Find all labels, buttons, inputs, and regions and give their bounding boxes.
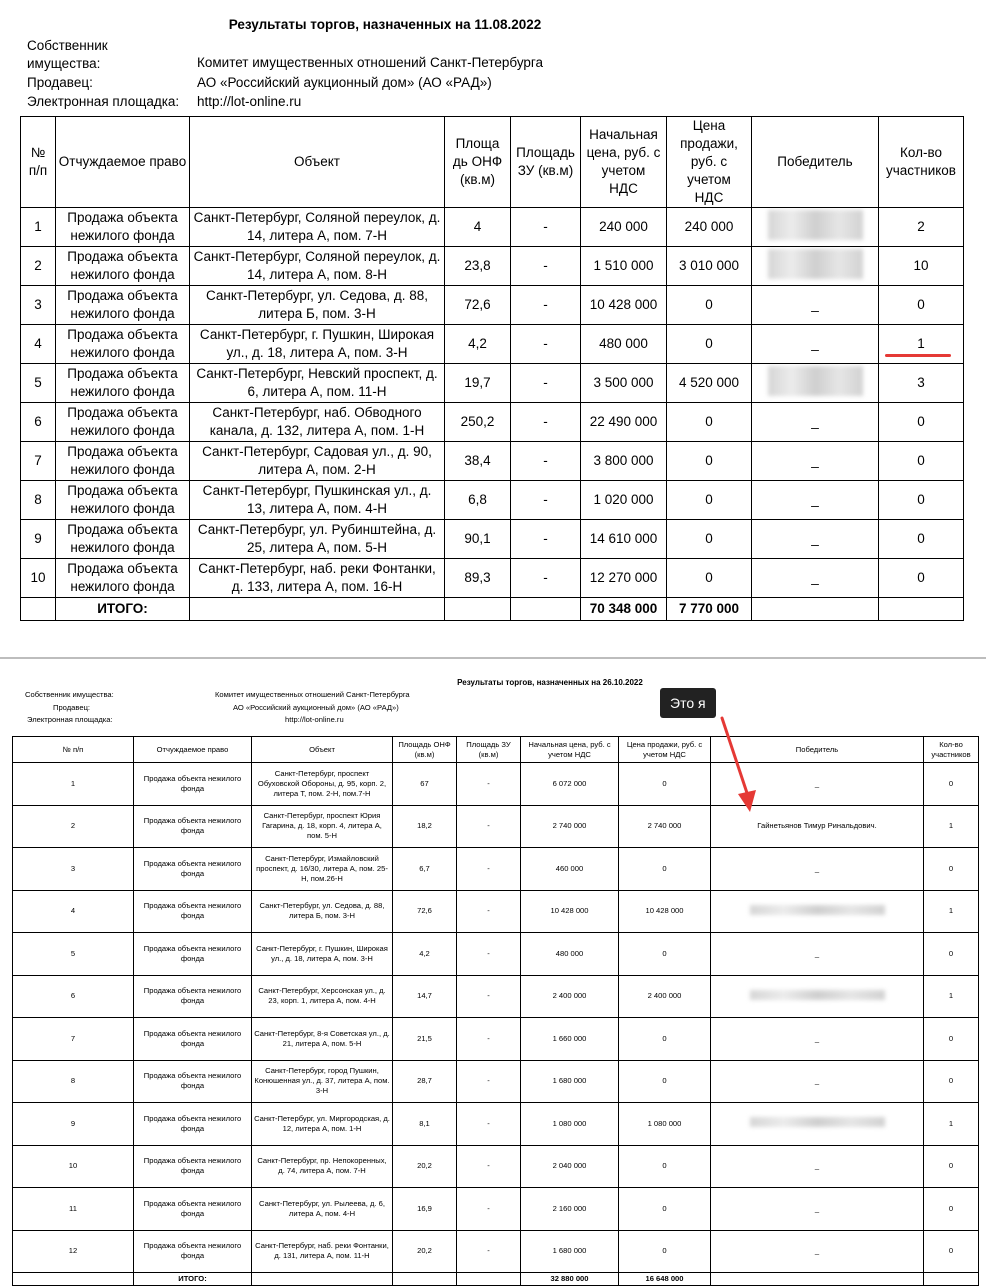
doc2-cell: Гайнетьянов Тимур Ринальдович. — [711, 805, 924, 848]
doc1-cell: Санкт-Петербург, Соляной переулок, д. 14, литера А, пом. 7-Н — [190, 208, 445, 247]
doc1-cell: Санкт-Петербург, г. Пушкин, Широкая ул., д. 18, литера А, пом. 3-Н — [190, 325, 445, 364]
doc2-cell: 2 — [13, 805, 134, 848]
doc2-cell: 1 680 000 — [521, 1230, 619, 1273]
doc2-cell: 0 — [924, 1230, 979, 1273]
doc1-cell: Продажа объекта нежилого фонда — [56, 481, 190, 520]
doc2-cell: - — [457, 805, 521, 848]
doc2-header-cell: Кол-во участников — [924, 737, 979, 763]
doc2-seller-value: АО «Российский аукционный дом» (АО «РАД») — [233, 703, 399, 712]
doc2-cell: 14,7 — [393, 975, 457, 1018]
doc2-header-cell: Начальная цена, руб. с учетом НДС — [521, 737, 619, 763]
doc2-cell: Продажа объекта нежилого фонда — [134, 890, 252, 933]
doc2-cell: 0 — [619, 933, 711, 976]
doc2-cell: 0 — [924, 763, 979, 806]
doc1-cell: - — [511, 520, 581, 559]
doc1-cell: Санкт-Петербург, наб. реки Фонтанки, д. 133, литера А, пом. 16-Н — [190, 559, 445, 598]
doc2-cell: 1 — [924, 890, 979, 933]
doc1-owner-value: Комитет имущественных отношений Санкт-Петербурга — [197, 55, 544, 70]
doc1-cell: 6 — [21, 403, 56, 442]
doc1-cell: Продажа объекта нежилого фонда — [56, 247, 190, 286]
doc1-cell: Санкт-Петербург, наб. Обводного канала, д. 132, литера А, пом. 1-Н — [190, 403, 445, 442]
doc1-cell: - — [511, 403, 581, 442]
doc2-header-cell: Цена продажи, руб. с учетом НДС — [619, 737, 711, 763]
doc2-cell: Продажа объекта нежилого фонда — [134, 1145, 252, 1188]
doc2-cell: - — [457, 1018, 521, 1061]
doc2-cell: 10 428 000 — [521, 890, 619, 933]
doc1-cell: Продажа объекта нежилого фонда — [56, 403, 190, 442]
doc2-cell: - — [457, 975, 521, 1018]
doc2-cell: 72,6 — [393, 890, 457, 933]
doc2-platform-label: Электронная площадка: — [27, 715, 113, 724]
doc1-cell: _ — [752, 286, 879, 325]
callout-label: Это я — [660, 688, 716, 718]
doc2-cell: _ — [711, 1230, 924, 1273]
doc2-cell: Санкт-Петербург, проспект Юрия Гагарина, д. 18, корп. 4, литера А, пом. 5-Н — [252, 805, 393, 848]
doc2-cell: 10 — [13, 1145, 134, 1188]
doc1-cell: - — [511, 364, 581, 403]
doc1-cell: 4 520 000 — [667, 364, 752, 403]
doc1-cell: Продажа объекта нежилого фонда — [56, 364, 190, 403]
doc1-platform-value: http://lot-online.ru — [197, 94, 302, 109]
doc2-cell: Санкт-Петербург, пр. Непокоренных, д. 74, литера А, пом. 7-Н — [252, 1145, 393, 1188]
doc1-cell: 4 — [21, 325, 56, 364]
doc2-title: Результаты торгов, назначенных на 26.10.2022 — [457, 678, 643, 687]
doc1-cell: 0 — [667, 520, 752, 559]
doc2-seller-label: Продавец: — [53, 703, 91, 712]
doc2-cell: Санкт-Петербург, проспект Обуховской Обороны, д. 95, корп. 2, литера Т, пом. 2-Н, пом.7-Н — [252, 763, 393, 806]
doc1-header-cell: Площа дь ОНФ (кв.м) — [445, 117, 511, 208]
doc1-cell: - — [511, 559, 581, 598]
doc2-cell: 8 — [13, 1060, 134, 1103]
doc1-cell: _ — [752, 325, 879, 364]
doc2-cell: Санкт-Петербург, 8-я Советская ул., д. 21, литера А, пом. 5-Н — [252, 1018, 393, 1061]
doc2-cell: Продажа объекта нежилого фонда — [134, 1188, 252, 1231]
doc2-cell: 0 — [619, 1145, 711, 1188]
doc2-cell: Санкт-Петербург, ул. Седова, д. 88, литера Б, пом. 3-Н — [252, 890, 393, 933]
doc2-cell: 0 — [924, 1188, 979, 1231]
doc2-cell: 20,2 — [393, 1145, 457, 1188]
doc1-header-cell: № п/п — [21, 117, 56, 208]
doc1-platform-label: Электронная площадка: — [27, 94, 180, 109]
doc2-cell: 12 — [13, 1230, 134, 1273]
doc2-cell: Продажа объекта нежилого фонда — [134, 805, 252, 848]
doc2-cell: 480 000 — [521, 933, 619, 976]
doc1-cell: - — [511, 481, 581, 520]
doc2-cell: 2 400 000 — [619, 975, 711, 1018]
doc2-cell: 0 — [924, 848, 979, 891]
doc1-cell: - — [511, 247, 581, 286]
doc1-cell: 23,8 — [445, 247, 511, 286]
doc2-cell: 0 — [924, 933, 979, 976]
doc2-cell: Продажа объекта нежилого фонда — [134, 848, 252, 891]
doc2-cell: Санкт-Петербург, ул. Миргородская, д. 12, литера А, пом. 1-Н — [252, 1103, 393, 1146]
doc1-cell: Санкт-Петербург, Соляной переулок, д. 14, литера А, пом. 8-Н — [190, 247, 445, 286]
doc2-header-cell: Объект — [252, 737, 393, 763]
doc2-cell: Продажа объекта нежилого фонда — [134, 1018, 252, 1061]
doc1-cell: 2 — [879, 208, 964, 247]
doc1-seller-value: АО «Российский аукционный дом» (АО «РАД») — [197, 75, 492, 90]
doc1-cell: 89,3 — [445, 559, 511, 598]
doc2-cell: 0 — [619, 1060, 711, 1103]
doc2-header-cell: Отчуждаемое право — [134, 737, 252, 763]
doc2-cell: - — [457, 763, 521, 806]
doc1-cell: 3 010 000 — [667, 247, 752, 286]
doc2-cell: 11 — [13, 1188, 134, 1231]
doc2-cell: - — [457, 1060, 521, 1103]
doc2-cell: 0 — [924, 1060, 979, 1103]
doc1-cell: 19,7 — [445, 364, 511, 403]
doc1-cell: 12 270 000 — [581, 559, 667, 598]
doc2-cell: _ — [711, 1188, 924, 1231]
doc1-title: Результаты торгов, назначенных на 11.08.2022 — [228, 17, 542, 32]
doc2-cell: Продажа объекта нежилого фонда — [134, 933, 252, 976]
doc1-cell: 0 — [879, 520, 964, 559]
doc1-cell: 250,2 — [445, 403, 511, 442]
doc1-cell: - — [511, 325, 581, 364]
doc2-cell: Продажа объекта нежилого фонда — [134, 763, 252, 806]
doc2-cell: Санкт-Петербург, ул. Рылеева, д. 6, литера А, пом. 4-Н — [252, 1188, 393, 1231]
doc1-header-cell: Победитель — [752, 117, 879, 208]
doc1-header-cell: Кол-во участников — [879, 117, 964, 208]
doc2-header-cell: Площадь ОНФ (кв.м) — [393, 737, 457, 763]
doc1-cell: 7 — [21, 442, 56, 481]
doc1-header-cell: Площадь ЗУ (кв.м) — [511, 117, 581, 208]
doc1-cell: Продажа объекта нежилого фонда — [56, 286, 190, 325]
doc2-cell: - — [457, 1145, 521, 1188]
doc1-cell: 0 — [879, 442, 964, 481]
doc1-cell: 4 — [445, 208, 511, 247]
doc2-cell: 5 — [13, 933, 134, 976]
doc1-cell: Продажа объекта нежилого фонда — [56, 520, 190, 559]
doc1-cell: 9 — [21, 520, 56, 559]
doc1-cell: 0 — [879, 403, 964, 442]
doc2-cell: 8,1 — [393, 1103, 457, 1146]
doc2-cell: 0 — [619, 763, 711, 806]
doc1-cell: _ — [752, 520, 879, 559]
doc1-cell: - — [511, 286, 581, 325]
doc2-cell: Санкт-Петербург, наб. реки Фонтанки, д. 131, литера А, пом. 11-Н — [252, 1230, 393, 1273]
doc1-cell: 4,2 — [445, 325, 511, 364]
doc1-cell: 240 000 — [581, 208, 667, 247]
doc1-header-cell: Цена продажи, руб. с учетом НДС — [667, 117, 752, 208]
doc2-cell: - — [457, 848, 521, 891]
doc2-cell: 16,9 — [393, 1188, 457, 1231]
doc2-cell: 0 — [619, 1230, 711, 1273]
doc1-cell: 3 500 000 — [581, 364, 667, 403]
doc1-cell: 0 — [667, 325, 752, 364]
doc2-cell: 1 — [924, 975, 979, 1018]
doc2-cell: 0 — [619, 848, 711, 891]
doc1-cell: - — [511, 442, 581, 481]
doc1-cell: Санкт-Петербург, ул. Седова, д. 88, литера Б, пом. 3-Н — [190, 286, 445, 325]
doc1-header-cell: Отчуждаемое право — [56, 117, 190, 208]
doc1-cell: _ — [752, 442, 879, 481]
doc2-platform-value: http://lot-online.ru — [285, 715, 344, 724]
doc2-cell: 2 740 000 — [619, 805, 711, 848]
doc1-total-start-price: 70 348 000 — [581, 598, 667, 621]
doc2-cell: 1 680 000 — [521, 1060, 619, 1103]
doc2-cell: 21,5 — [393, 1018, 457, 1061]
doc1-cell: 1 — [21, 208, 56, 247]
doc1-cell: _ — [752, 559, 879, 598]
doc1-cell: - — [511, 208, 581, 247]
doc1-total-label: ИТОГО: — [56, 598, 190, 621]
doc2-cell: 18,2 — [393, 805, 457, 848]
doc1-cell: 14 610 000 — [581, 520, 667, 559]
doc1-cell: 480 000 — [581, 325, 667, 364]
doc2-header-cell: № п/п — [13, 737, 134, 763]
doc2-cell: 67 — [393, 763, 457, 806]
doc2-cell: 6,7 — [393, 848, 457, 891]
doc2-cell: 2 040 000 — [521, 1145, 619, 1188]
doc1-cell: Санкт-Петербург, ул. Рубинштейна, д. 25, литера А, пом. 5-Н — [190, 520, 445, 559]
doc1-cell: Продажа объекта нежилого фонда — [56, 559, 190, 598]
doc2-cell: 6 072 000 — [521, 763, 619, 806]
doc2-cell: _ — [711, 933, 924, 976]
doc2-cell: 6 — [13, 975, 134, 1018]
doc2-cell: - — [457, 1230, 521, 1273]
doc2-cell: _ — [711, 1018, 924, 1061]
doc2-cell: _ — [711, 763, 924, 806]
doc2-header-cell: Площадь ЗУ (кв.м) — [457, 737, 521, 763]
doc2-cell: 1 080 000 — [521, 1103, 619, 1146]
doc1-cell: 90,1 — [445, 520, 511, 559]
doc2-cell: 28,7 — [393, 1060, 457, 1103]
doc2-cell: 20,2 — [393, 1230, 457, 1273]
doc2-cell: 7 — [13, 1018, 134, 1061]
doc1-cell: 6,8 — [445, 481, 511, 520]
doc2-header-cell: Победитель — [711, 737, 924, 763]
doc2-cell: Продажа объекта нежилого фонда — [134, 1060, 252, 1103]
doc2-owner-value: Комитет имущественных отношений Санкт-Петербурга — [215, 690, 410, 699]
doc2-cell: 1 660 000 — [521, 1018, 619, 1061]
doc1-cell: 2 — [21, 247, 56, 286]
doc1-cell: 0 — [879, 559, 964, 598]
doc1-cell: Продажа объекта нежилого фонда — [56, 208, 190, 247]
doc1-cell: 1 510 000 — [581, 247, 667, 286]
doc2-cell: - — [457, 1103, 521, 1146]
doc2-cell: 460 000 — [521, 848, 619, 891]
doc1-cell: 8 — [21, 481, 56, 520]
doc1-cell: 3 800 000 — [581, 442, 667, 481]
doc1-cell: 22 490 000 — [581, 403, 667, 442]
doc2-cell: 2 400 000 — [521, 975, 619, 1018]
doc2-cell: 4 — [13, 890, 134, 933]
doc1-cell: 0 — [879, 481, 964, 520]
doc2-owner-label: Собственник имущества: — [25, 690, 114, 699]
doc2-total-start-price: 32 880 000 — [521, 1273, 619, 1286]
doc2-cell: 0 — [924, 1145, 979, 1188]
doc1-owner-label: Собственник имущества: — [27, 38, 108, 71]
doc2-cell: 10 428 000 — [619, 890, 711, 933]
doc1-total-sale-price: 7 770 000 — [667, 598, 752, 621]
doc2-cell: Санкт-Петербург, Измайловский проспект, д. 16/30, литера А, пом. 25-Н, пом.26-Н — [252, 848, 393, 891]
doc2-cell: 1 — [924, 1103, 979, 1146]
doc1-cell: Санкт-Петербург, Невский проспект, д. 6, литера А, пом. 11-Н — [190, 364, 445, 403]
doc1-cell: Продажа объекта нежилого фонда — [56, 325, 190, 364]
doc1-cell: 10 — [21, 559, 56, 598]
doc2-cell: - — [457, 933, 521, 976]
doc2-cell: _ — [711, 848, 924, 891]
doc1-cell: 10 — [879, 247, 964, 286]
doc1-cell: 240 000 — [667, 208, 752, 247]
doc1-cell: 5 — [21, 364, 56, 403]
doc1-cell: 0 — [667, 286, 752, 325]
doc1-seller-label: Продавец: — [27, 75, 93, 90]
doc1-header-cell: Объект — [190, 117, 445, 208]
doc2-cell: 4,2 — [393, 933, 457, 976]
doc1-header-cell: Начальная цена, руб. с учетом НДС — [581, 117, 667, 208]
doc2-cell: 0 — [619, 1188, 711, 1231]
doc1-cell: Санкт-Петербург, Пушкинская ул., д. 13, литера А, пом. 4-Н — [190, 481, 445, 520]
doc2-cell: _ — [711, 1060, 924, 1103]
doc2-cell: 1 — [924, 805, 979, 848]
doc2-cell: 3 — [13, 848, 134, 891]
doc1-cell: 0 — [667, 442, 752, 481]
doc2-total-label: ИТОГО: — [134, 1273, 252, 1286]
doc1-cell: 0 — [667, 481, 752, 520]
doc2-cell: 1 080 000 — [619, 1103, 711, 1146]
doc1-cell: 38,4 — [445, 442, 511, 481]
doc2-cell: Санкт-Петербург, г. Пушкин, Широкая ул., д. 18, литера А, пом. 3-Н — [252, 933, 393, 976]
doc2-cell: 1 — [13, 763, 134, 806]
doc1-cell: 1 — [879, 325, 964, 364]
doc2-cell: 2 740 000 — [521, 805, 619, 848]
doc1-cell: 0 — [667, 403, 752, 442]
doc2-cell: Продажа объекта нежилого фонда — [134, 1103, 252, 1146]
doc2-cell: Продажа объекта нежилого фонда — [134, 975, 252, 1018]
doc2-cell: _ — [711, 1145, 924, 1188]
doc1-cell: 1 020 000 — [581, 481, 667, 520]
doc1-cell: 72,6 — [445, 286, 511, 325]
doc2-total-sale-price: 16 648 000 — [619, 1273, 711, 1286]
doc2-cell: 2 160 000 — [521, 1188, 619, 1231]
doc1-cell: Санкт-Петербург, Садовая ул., д. 90, литера А, пом. 2-Н — [190, 442, 445, 481]
doc2-cell: 0 — [619, 1018, 711, 1061]
doc2-cell: 0 — [924, 1018, 979, 1061]
doc1-cell: 3 — [879, 364, 964, 403]
doc2-cell: 9 — [13, 1103, 134, 1146]
doc1-cell: 0 — [667, 559, 752, 598]
doc1-cell: _ — [752, 481, 879, 520]
doc2-cell: - — [457, 1188, 521, 1231]
doc1-cell: 10 428 000 — [581, 286, 667, 325]
doc2-cell: Продажа объекта нежилого фонда — [134, 1230, 252, 1273]
doc2-cell: Санкт-Петербург, город Пушкин, Конюшенная ул., д. 37, литера А, пом. 3-Н — [252, 1060, 393, 1103]
doc1-cell: Продажа объекта нежилого фонда — [56, 442, 190, 481]
doc1-cell: 3 — [21, 286, 56, 325]
doc2-cell: - — [457, 890, 521, 933]
doc1-cell: 0 — [879, 286, 964, 325]
doc2-cell: Санкт-Петербург, Херсонская ул., д. 23, корп. 1, литера А, пом. 4-Н — [252, 975, 393, 1018]
doc1-cell: _ — [752, 403, 879, 442]
